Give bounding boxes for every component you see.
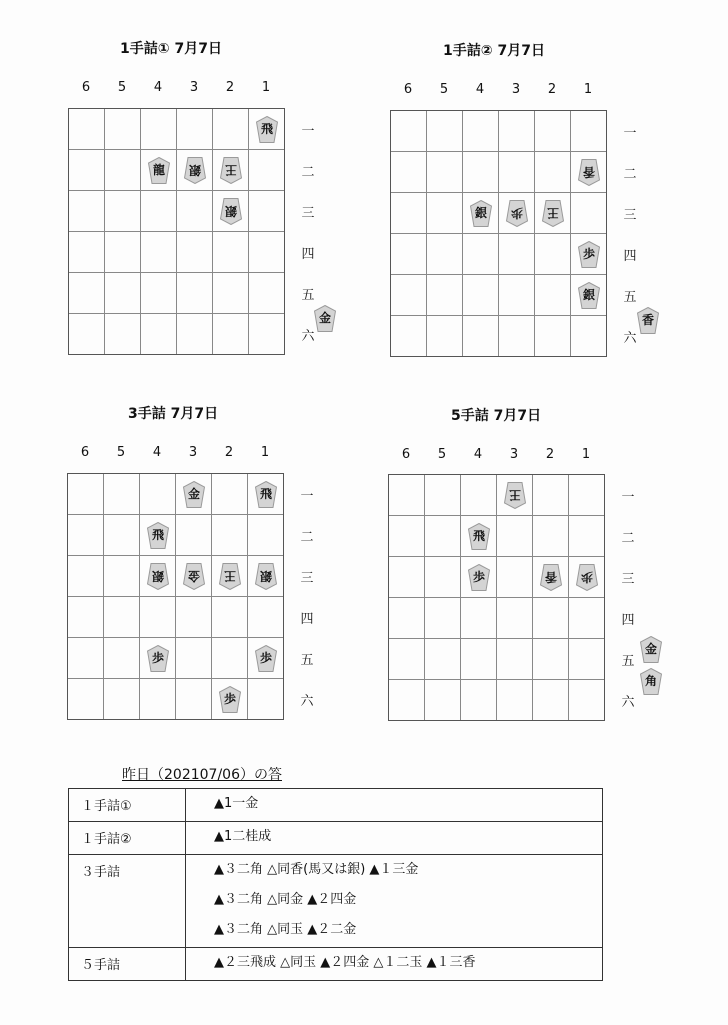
column-number: 2 (547, 82, 557, 97)
answer-move: ▲３二角 △同金 ▲２四金 (214, 892, 357, 907)
column-number: 1 (260, 445, 270, 460)
hand-piece (640, 668, 662, 695)
row-number: 二 (621, 531, 635, 546)
row-number: 四 (621, 613, 635, 628)
grid-line (69, 313, 284, 314)
row-number: 一 (623, 126, 637, 141)
piece-label: 歩 (259, 651, 272, 665)
row-number: 六 (623, 331, 637, 346)
grid-line (248, 109, 249, 354)
puzzle-title: 1手詰① 7月7日 (120, 41, 222, 57)
shogi-piece (219, 686, 241, 713)
answer-title: 昨日（202107/06）の答 (122, 767, 282, 783)
shogi-piece (148, 157, 170, 184)
shogi-piece (578, 241, 600, 268)
grid-line (247, 474, 248, 719)
answer-moves (186, 855, 603, 948)
answer-moves (186, 948, 603, 981)
piece-label: 銀 (225, 204, 238, 218)
shogi-piece (255, 563, 277, 590)
column-number: 4 (153, 80, 163, 95)
puzzle-title: 3手詰 7月7日 (128, 406, 219, 422)
answer-move: ▲３二角 △同香(馬又は銀) ▲１三金 (214, 862, 419, 877)
column-number: 6 (80, 445, 90, 460)
shogi-piece (219, 563, 241, 590)
column-number: 3 (511, 82, 521, 97)
piece-label: 龍 (152, 163, 165, 177)
shogi-piece (468, 523, 490, 550)
answer-row (69, 789, 603, 822)
column-number: 1 (583, 82, 593, 97)
row-number: 四 (300, 612, 314, 627)
column-number: 1 (261, 80, 271, 95)
piece-label: 歩 (223, 692, 236, 706)
piece-label: 金 (644, 642, 657, 656)
grid-line (389, 679, 604, 680)
row-number: 三 (621, 572, 635, 587)
piece-label: 歩 (582, 247, 595, 261)
answer-label: １手詰② (69, 822, 186, 855)
grid-line (391, 274, 606, 275)
piece-label: 飛 (472, 529, 485, 543)
shogi-piece (147, 522, 169, 549)
grid-line (389, 597, 604, 598)
puzzle-title: 1手詰② 7月7日 (443, 43, 545, 59)
shogi-piece (504, 482, 526, 509)
shogi-board (68, 108, 285, 355)
column-number: 2 (224, 445, 234, 460)
piece-label: 飛 (259, 487, 272, 501)
grid-line (212, 109, 213, 354)
answer-row (69, 822, 603, 855)
piece-label: 王 (547, 206, 560, 220)
column-number: 3 (188, 445, 198, 460)
grid-line (68, 637, 283, 638)
shogi-piece (468, 564, 490, 591)
column-number: 5 (117, 80, 127, 95)
grid-line (68, 596, 283, 597)
answer-moves (186, 822, 603, 855)
row-number: 五 (300, 653, 314, 668)
answer-label: １手詰① (69, 789, 186, 822)
piece-label: 金 (318, 311, 331, 325)
shogi-piece (576, 564, 598, 591)
column-number: 4 (475, 82, 485, 97)
column-number: 2 (545, 447, 555, 462)
row-number: 二 (623, 167, 637, 182)
column-number: 5 (437, 447, 447, 462)
shogi-piece (183, 563, 205, 590)
row-number: 六 (301, 329, 315, 344)
shogi-piece (542, 200, 564, 227)
column-number: 6 (81, 80, 91, 95)
shogi-piece (578, 159, 600, 186)
hand-piece (640, 636, 662, 663)
piece-label: 飛 (260, 122, 273, 136)
row-number: 二 (301, 165, 315, 180)
piece-label: 飛 (151, 528, 164, 542)
piece-label: 王 (509, 488, 522, 502)
shogi-piece (578, 282, 600, 309)
column-number: 2 (225, 80, 235, 95)
shogi-piece (184, 157, 206, 184)
grid-line (68, 678, 283, 679)
piece-label: 歩 (151, 651, 164, 665)
piece-label: 歩 (581, 570, 594, 584)
grid-line (389, 638, 604, 639)
row-number: 三 (623, 208, 637, 223)
puzzle-title: 5手詰 7月7日 (451, 408, 542, 424)
piece-label: 香 (641, 313, 654, 327)
piece-label: 銀 (152, 569, 165, 583)
shogi-board (67, 473, 284, 720)
piece-label: 歩 (511, 206, 524, 220)
column-number: 6 (401, 447, 411, 462)
shogi-piece (470, 200, 492, 227)
piece-label: 歩 (472, 570, 485, 584)
answer-move: ▲３二角 △同玉 ▲２二金 (214, 922, 357, 937)
column-number: 4 (152, 445, 162, 460)
column-number: 5 (439, 82, 449, 97)
shogi-piece (506, 200, 528, 227)
piece-label: 銀 (582, 288, 595, 302)
column-number: 6 (403, 82, 413, 97)
grid-line (532, 475, 533, 720)
shogi-piece (255, 481, 277, 508)
piece-label: 角 (644, 674, 657, 688)
piece-label: 王 (224, 569, 237, 583)
row-number: 一 (301, 124, 315, 139)
shogi-piece (183, 481, 205, 508)
grid-line (570, 111, 571, 356)
row-number: 五 (301, 288, 315, 303)
shogi-piece (220, 198, 242, 225)
grid-line (69, 272, 284, 273)
answer-move: ▲1二桂成 (214, 829, 272, 844)
answer-move: ▲1一金 (214, 796, 259, 811)
row-number: 五 (623, 290, 637, 305)
column-number: 3 (509, 447, 519, 462)
piece-label: 銀 (189, 163, 202, 177)
column-number: 5 (116, 445, 126, 460)
row-number: 六 (300, 694, 314, 709)
answer-row (69, 855, 603, 948)
answer-label: ５手詰 (69, 948, 186, 981)
shogi-piece (147, 645, 169, 672)
answer-moves (186, 789, 603, 822)
grid-line (391, 233, 606, 234)
grid-line (391, 315, 606, 316)
grid-line (211, 474, 212, 719)
answer-table (68, 788, 603, 981)
piece-label: 銀 (260, 569, 273, 583)
column-number: 3 (189, 80, 199, 95)
column-number: 4 (473, 447, 483, 462)
answer-move: ▲２三飛成 △同玉 ▲２四金 △１二玉 ▲１三香 (214, 955, 476, 970)
answer-row (69, 948, 603, 981)
row-number: 三 (301, 206, 315, 221)
piece-label: 香 (583, 165, 596, 179)
shogi-piece (147, 563, 169, 590)
column-number: 1 (581, 447, 591, 462)
shogi-board (390, 110, 607, 357)
row-number: 一 (621, 490, 635, 505)
grid-line (534, 111, 535, 356)
row-number: 三 (300, 571, 314, 586)
row-number: 五 (621, 654, 635, 669)
hand-piece (637, 307, 659, 334)
shogi-piece (256, 116, 278, 143)
answer-label: ３手詰 (69, 855, 186, 948)
piece-label: 金 (187, 487, 200, 501)
hand-piece (314, 305, 336, 332)
row-number: 四 (301, 247, 315, 262)
piece-label: 王 (225, 163, 238, 177)
row-number: 四 (623, 249, 637, 264)
row-number: 六 (621, 695, 635, 710)
shogi-piece (540, 564, 562, 591)
piece-label: 金 (188, 569, 201, 583)
shogi-piece (255, 645, 277, 672)
row-number: 二 (300, 530, 314, 545)
grid-line (568, 475, 569, 720)
piece-label: 銀 (474, 206, 487, 220)
shogi-piece (220, 157, 242, 184)
grid-line (69, 231, 284, 232)
row-number: 一 (300, 489, 314, 504)
piece-label: 香 (545, 570, 558, 584)
shogi-board (388, 474, 605, 721)
